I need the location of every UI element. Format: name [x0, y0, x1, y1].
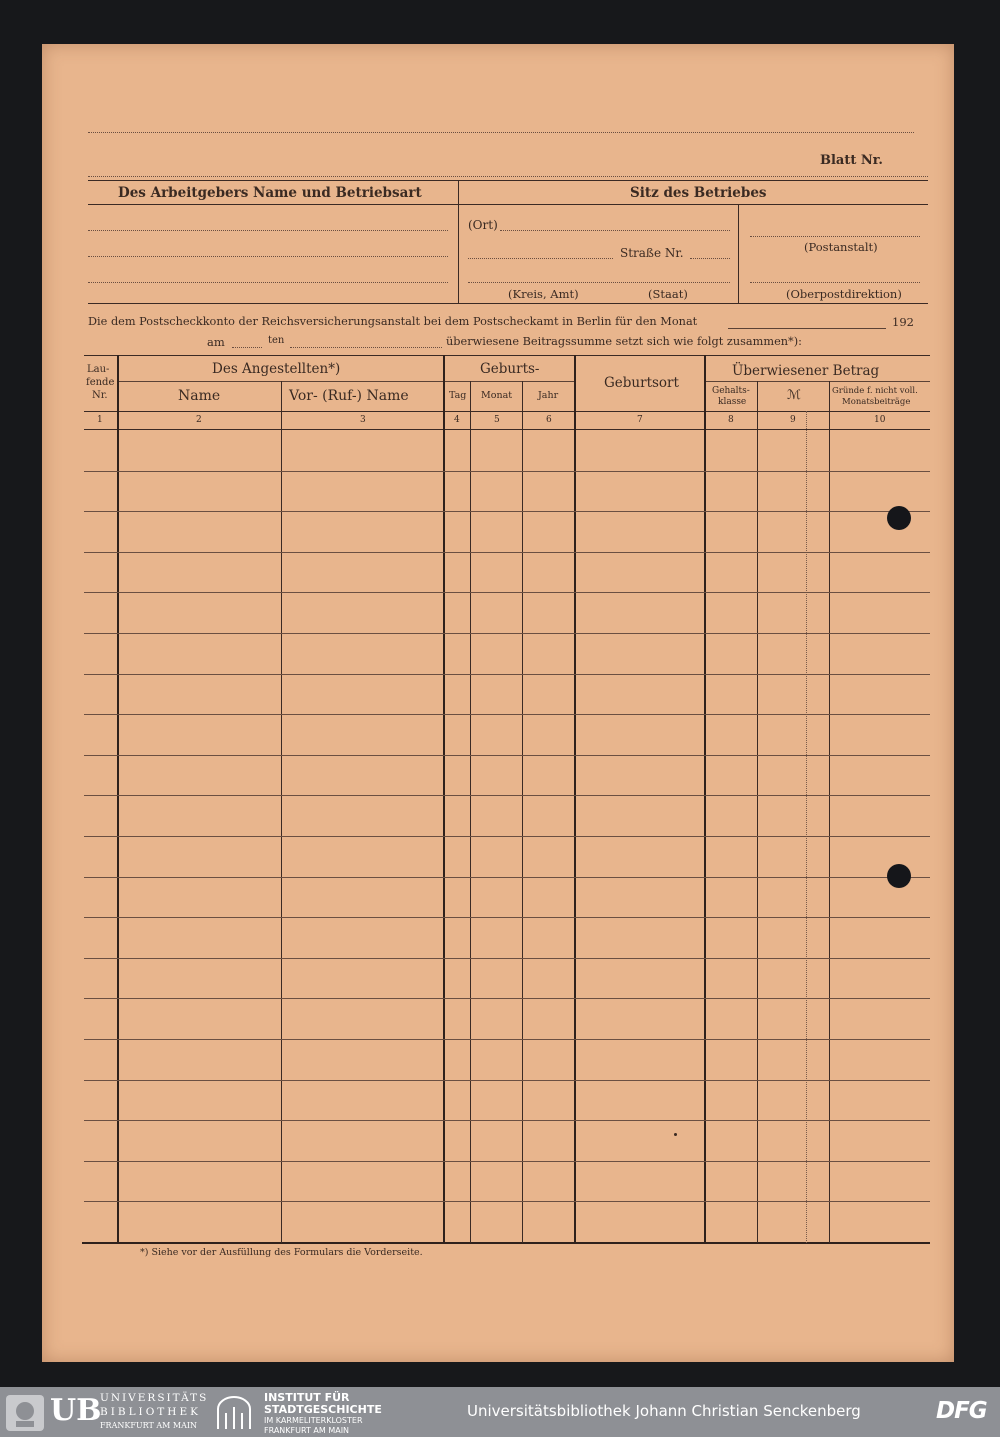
table-row-line	[84, 795, 930, 796]
col-number: 7	[637, 415, 643, 425]
col-line-pfennig	[806, 411, 807, 1243]
postal-line-2	[750, 282, 920, 283]
ink-dot	[674, 1133, 677, 1136]
col-number: 3	[360, 415, 366, 425]
table-row-line	[84, 674, 930, 675]
punch-hole-bottom	[887, 864, 911, 888]
col-line-3	[443, 355, 445, 1243]
statement-line-2: überwiesene Beitragssumme setzt sich wie folgt zusammen*):	[446, 335, 802, 348]
blatt-line	[88, 176, 928, 177]
kreis-label: (Kreis, Amt)	[508, 287, 579, 301]
table-row-line	[84, 1161, 930, 1162]
col-number: 9	[790, 415, 796, 425]
col-number: 4	[454, 415, 460, 425]
gehalt-header-b: klasse	[718, 397, 747, 407]
employer-seat-divider	[458, 180, 459, 304]
amount-group-rule	[705, 381, 930, 382]
statement-ten: ten	[268, 335, 285, 346]
strasse-label: Straße Nr.	[620, 246, 684, 260]
col1-header-b: fende	[86, 377, 115, 388]
table-row-line	[84, 877, 930, 878]
table-row-line	[84, 958, 930, 959]
column-number-rule	[84, 429, 930, 430]
mark-header: ℳ	[787, 388, 801, 403]
isg-building-icon	[214, 1395, 254, 1431]
table-row-line	[84, 633, 930, 634]
seat-postal-divider	[738, 204, 739, 304]
strasse-line-a	[468, 258, 613, 259]
table-row-line	[84, 1120, 930, 1121]
postanstalt-label: (Postanstalt)	[804, 240, 878, 254]
table-row-line	[84, 714, 930, 715]
col-line-6	[574, 355, 576, 1243]
col1-header-a: Lau-	[87, 364, 110, 375]
ub-seal-icon	[6, 1395, 44, 1431]
table-row-line	[84, 1201, 930, 1202]
oberpost-label: (Oberpostdirektion)	[786, 287, 902, 301]
table-top-rule	[84, 355, 930, 356]
ub-logo-text: UB	[50, 1393, 102, 1428]
dfg-logo: DFG	[936, 1398, 987, 1424]
header-block-bottom-rule	[88, 303, 928, 304]
ub-line-3: FRANKFURT AM MAIN	[100, 1421, 198, 1430]
col-number: 6	[546, 415, 552, 425]
table-row-line	[84, 917, 930, 918]
gruende-header-a: Gründe f. nicht voll.	[832, 386, 918, 396]
table-header-rule	[84, 411, 930, 412]
top-dotted-line	[88, 132, 914, 133]
table-row-line	[84, 592, 930, 593]
footnote: *) Siehe vor der Ausfüllung des Formulars die Vorderseite.	[140, 1247, 423, 1258]
employer-line-1	[88, 230, 448, 231]
am-line	[232, 347, 262, 348]
blatt-label: Blatt Nr.	[820, 153, 883, 168]
seat-header: Sitz des Betriebes	[630, 185, 767, 201]
isg-line-4: FRANKFURT AM MAIN	[264, 1426, 350, 1435]
employer-line-3	[88, 282, 448, 283]
ub-line-2: BIBLIOTHEK	[100, 1406, 201, 1418]
col-number: 5	[494, 415, 500, 425]
table-bottom-rule	[82, 1242, 930, 1244]
employer-line-2	[88, 256, 448, 257]
col-number: 10	[874, 415, 886, 425]
tag-header: Tag	[449, 390, 467, 401]
ten-line	[290, 347, 442, 348]
employee-group-header: Des Angestellten*)	[212, 361, 341, 377]
col1-header-c: Nr.	[92, 390, 108, 401]
table-row-line	[84, 1039, 930, 1040]
col-number: 2	[196, 415, 202, 425]
staat-label: (Staat)	[648, 287, 688, 301]
kreis-line	[468, 282, 730, 283]
gehalt-header-a: Gehalts-	[712, 386, 750, 396]
table-row-line	[84, 471, 930, 472]
jahr-header: Jahr	[538, 390, 559, 401]
header-bottom-rule	[88, 204, 928, 205]
postal-line-1	[750, 236, 920, 237]
header-top-rule	[88, 180, 928, 181]
isg-line-3: IM KARMELITERKLOSTER	[264, 1416, 363, 1425]
strasse-line-b	[690, 258, 730, 259]
col-number: 1	[97, 415, 103, 425]
gruende-header-b: Monatsbeiträge	[842, 397, 911, 407]
employer-header: Des Arbeitgebers Name und Betriebsart	[118, 185, 422, 201]
ub-line-1: UNIVERSITÄTS	[100, 1392, 209, 1404]
col-line-1	[117, 355, 119, 1243]
table-row-line	[84, 755, 930, 756]
isg-line-2: STADTGESCHICHTE	[264, 1403, 382, 1416]
col-line-7	[704, 355, 706, 1243]
table-row-line	[84, 998, 930, 999]
table-row-line	[84, 1080, 930, 1081]
isg-line-1: INSTITUT FÜR	[264, 1391, 350, 1404]
footer-center-text: Universitätsbibliothek Johann Christian Senckenberg	[467, 1402, 861, 1420]
geburtsort-header: Geburtsort	[604, 375, 679, 391]
footer-bar	[0, 1387, 1000, 1437]
statement-line-1: Die dem Postscheckkonto der Reichsversicherungsanstalt bei dem Postscheckamt in Berlin für den Monat	[88, 315, 698, 328]
ort-label: (Ort)	[468, 218, 498, 232]
name-header: Name	[178, 388, 221, 404]
birth-group-rule	[444, 381, 575, 382]
statement-year: 192	[892, 315, 914, 329]
punch-hole-top	[887, 506, 911, 530]
vorname-header: Vor- (Ruf-) Name	[289, 388, 409, 404]
ort-line	[500, 230, 730, 231]
table-row-line	[84, 511, 930, 512]
monat-header: Monat	[481, 390, 513, 401]
col-number: 8	[728, 415, 734, 425]
statement-am: am	[207, 335, 225, 349]
table-row-line	[84, 552, 930, 553]
month-line	[728, 328, 886, 329]
amount-group-header: Überwiesener Betrag	[732, 363, 880, 379]
table-row-line	[84, 836, 930, 837]
birth-group-header: Geburts-	[480, 361, 540, 377]
